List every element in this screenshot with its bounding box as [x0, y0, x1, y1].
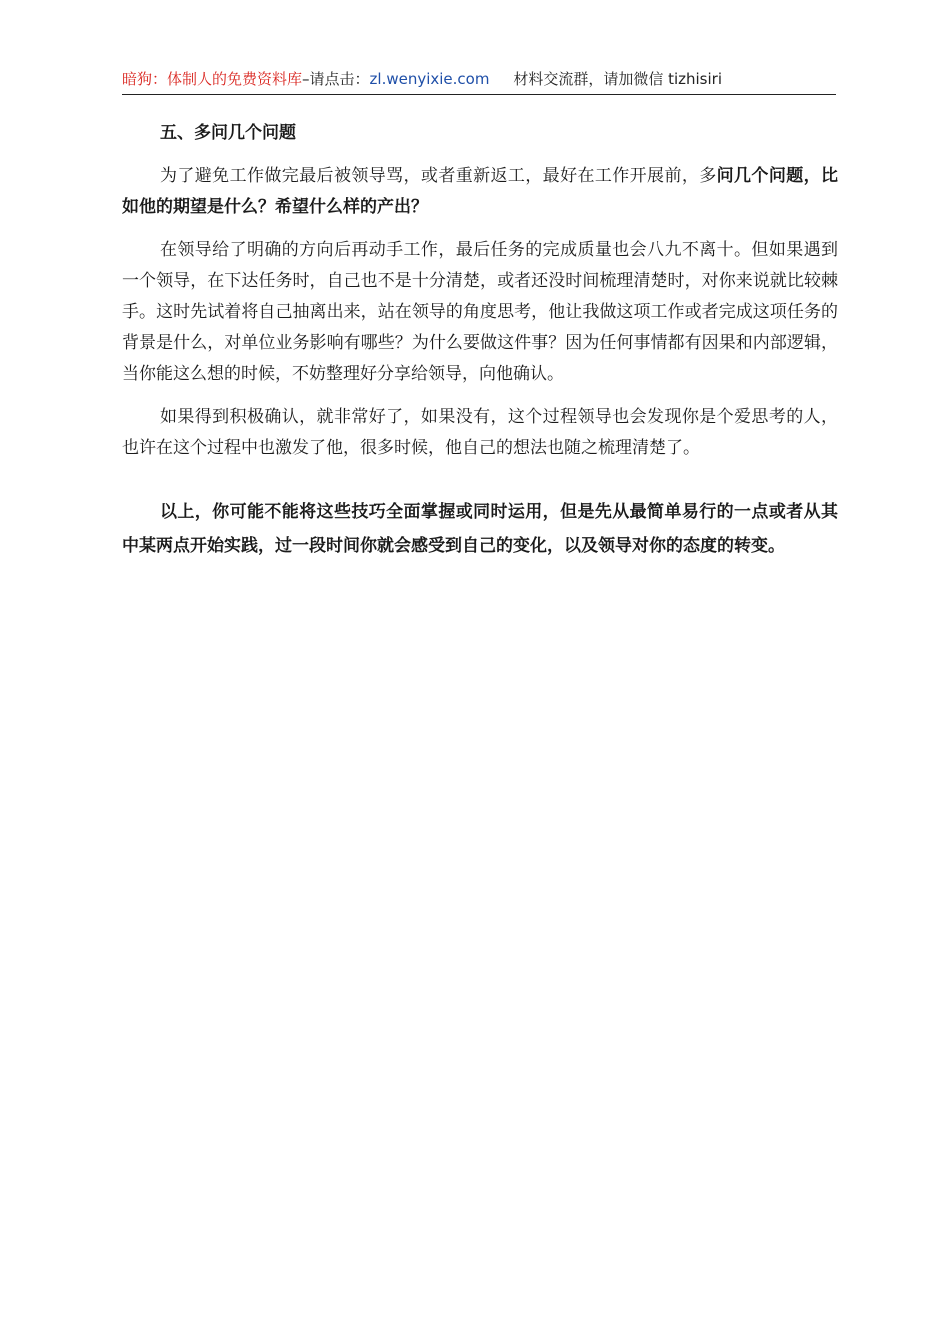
header-site-name: 暗狗：体制人的免费资料库: [122, 70, 303, 88]
header-wechat-text: 材料交流群，请加微信 tizhisiri: [513, 70, 722, 88]
summary-paragraph: 以上，你可能不能将这些技巧全面掌握或同时运用，但是先从最简单易行的一点或者从其中某两点开始实践，过一段时间你就会感受到自己的变化，以及领导对你的态度的转变。: [122, 502, 838, 556]
paragraph-1-normal: 为了避免工作做完最后被领导骂，或者重新返工，最好在工作开展前，多: [160, 166, 717, 186]
header-link[interactable]: zl.wenyixie.com: [369, 70, 490, 88]
paragraph-1-bold: 问几个问题，比如他的期望是什么？希望什么样的产出？: [122, 166, 839, 217]
paragraph-1: [122, 161, 838, 223]
paragraph-3: 如果得到积极确认，就非常好了，如果没有，这个过程领导也会发现你是个爱思考的人，也许在这个过程中也激发了他，很多时候，他自己的想法也随之梳理清楚了。: [122, 407, 838, 458]
section-title: 五、多问几个问题: [160, 123, 296, 143]
document-body: [122, 118, 838, 580]
header-link-prefix: –请点击：: [302, 70, 370, 88]
paragraph-2: 在领导给了明确的方向后再动手工作，最后任务的完成质量也会八九不离十。但如果遇到一个领导，在下达任务时，自己也不是十分清楚，或者还没时间梳理清楚时，对你来说就比较棘手。这时先试着将自己抽离出来，站在领导的角度思考，他让我做这项工作或者完成这项任务的背景是什么，对单位业务影响有哪些？为什么要做这件事？因为任何事情都有因果和内部逻辑，当你能这么想的时候，不妨整理好分享给领导，向他确认。: [122, 240, 838, 384]
page-header: [122, 68, 836, 95]
